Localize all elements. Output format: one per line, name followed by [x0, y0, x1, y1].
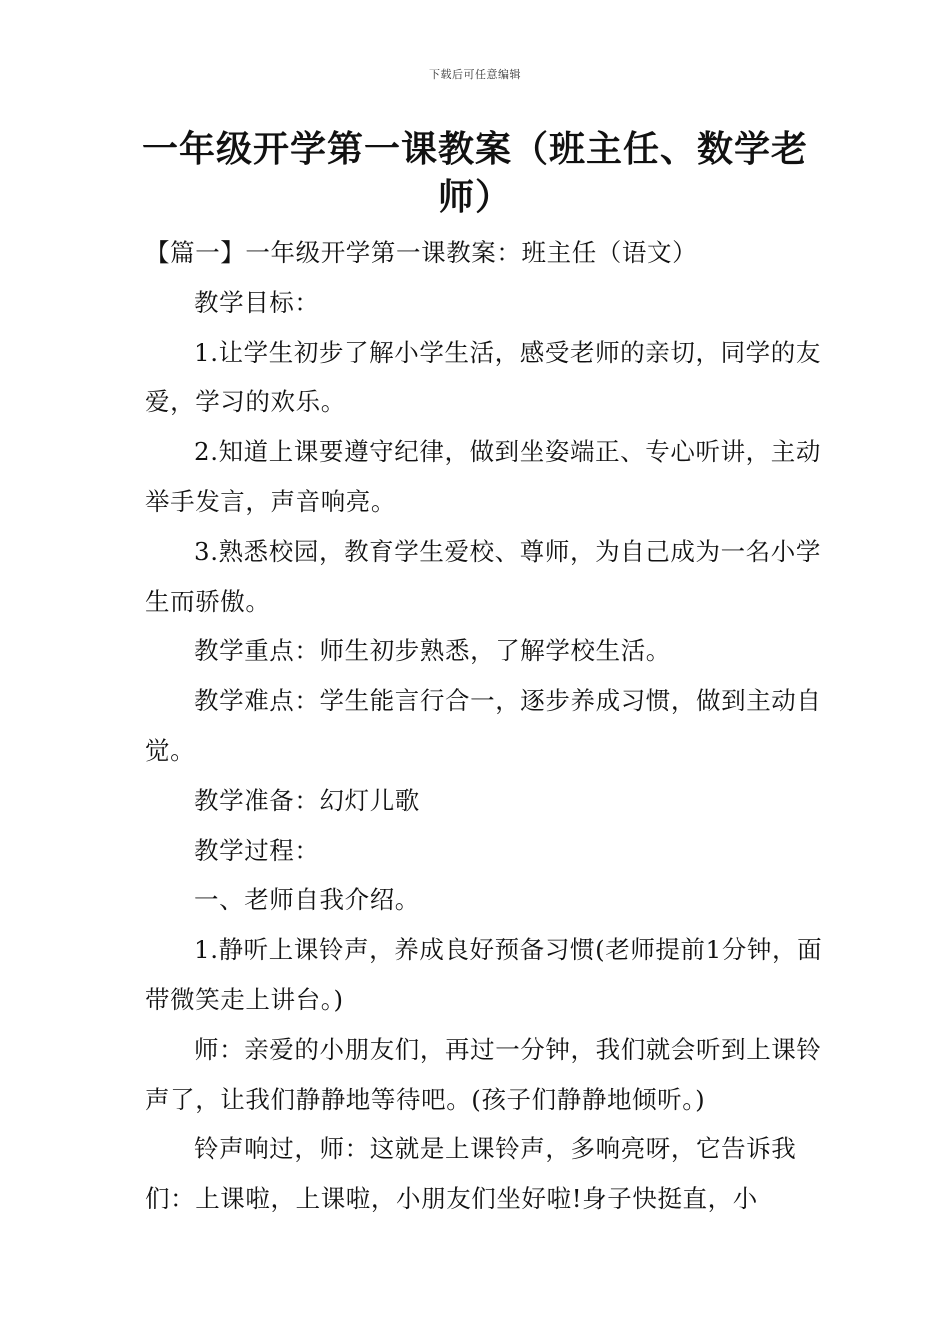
paragraph: 师：亲爱的小朋友们，再过一分钟，我们就会听到上课铃声了，让我们静静地等待吧。(孩子们静静地倾听。) [145, 1034, 822, 1114]
page-title: 一年级开学第一课教案（班主任、数学老师） [141, 129, 808, 218]
paragraph: 3.熟悉校园，教育学生爱校、尊师，为自己成为一名小学生而骄傲。 [145, 536, 821, 616]
paragraph: 教学准备：幻灯儿歌 [194, 785, 420, 815]
paragraph: 教学过程： [194, 835, 320, 865]
paragraph: 教学难点：学生能言行合一，逐步养成习惯，做到主动自觉。 [145, 686, 822, 765]
paragraph: 2.知道上课要遵守纪律，做到坐姿端正、专心听讲，主动举手发言，声音响亮。 [145, 437, 821, 516]
paragraph: 一、老师自我介绍。 [194, 885, 420, 915]
paragraph: 1.让学生初步了解小学生活，感受老师的亲切，同学的友爱，学习的欢乐。 [145, 337, 821, 417]
paragraph: 教学目标： [194, 287, 320, 317]
paragraph: 1.静听上课铃声，养成良好预备习惯(老师提前1分钟，面带微笑走上讲台。) [145, 935, 823, 1014]
section-heading: 【篇一】一年级开学第一课教案：班主任（语文） [145, 238, 698, 267]
paragraph: 铃声响过，师：这就是上课铃声，多响亮呀，它告诉我们：上课啦，上课啦，小朋友们坐好啦!身子快挺直，小 [145, 1134, 797, 1214]
header-note: 下载后可任意编辑 [429, 68, 521, 81]
document-body [145, 228, 825, 1224]
paragraph: 教学重点：师生初步熟悉，了解学校生活。 [194, 636, 671, 666]
